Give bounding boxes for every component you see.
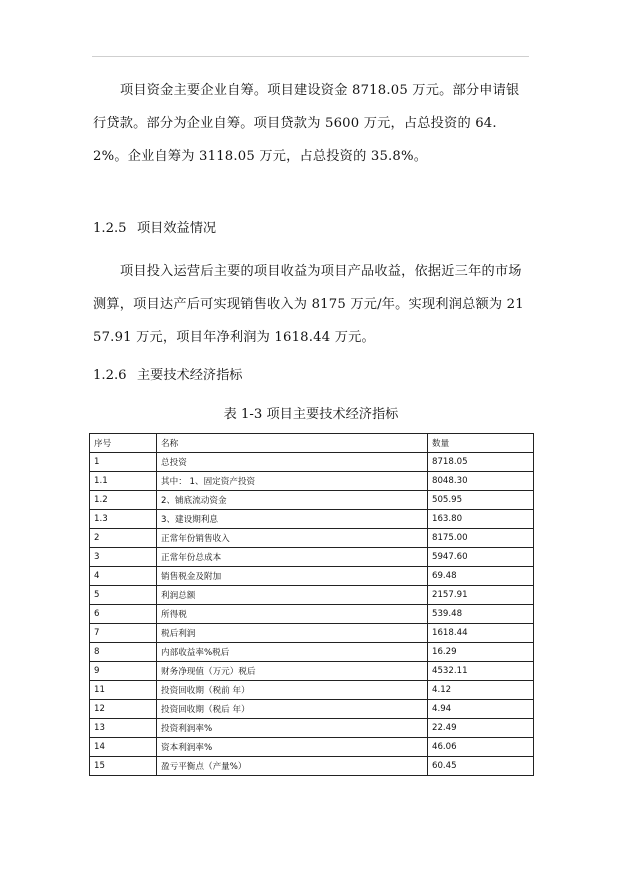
row-index: 5 (90, 586, 157, 605)
row-value: 1618.44 (428, 624, 534, 643)
row-name: 资本利润率% (157, 738, 428, 757)
row-index: 1 (90, 453, 157, 472)
row-name: 投资回收期（税后 年） (157, 700, 428, 719)
table-row (90, 567, 534, 586)
row-name: 内部收益率%税后 (157, 643, 428, 662)
row-name: 盈亏平衡点（产量%） (157, 757, 428, 776)
section-title: 主要技术经济指标 (137, 368, 243, 383)
indicators-table (89, 433, 534, 776)
row-value: 4532.11 (428, 662, 534, 681)
row-index: 1.2 (90, 491, 157, 510)
table-header-row (90, 434, 534, 453)
row-value: 16.29 (428, 643, 534, 662)
table-row (90, 529, 534, 548)
table-caption: 表 1-3 项目主要技术经济指标 (223, 407, 399, 422)
table-row (90, 643, 534, 662)
row-index: 8 (90, 643, 157, 662)
row-name: 其中： 1、固定资产投资 (157, 472, 428, 491)
table-row (90, 662, 534, 681)
row-index: 7 (90, 624, 157, 643)
header-index: 序号 (90, 434, 157, 453)
row-index: 13 (90, 719, 157, 738)
row-value: 8718.05 (428, 453, 534, 472)
row-name: 销售税金及附加 (157, 567, 428, 586)
table-row (90, 510, 534, 529)
row-name: 所得税 (157, 605, 428, 624)
row-name: 总投资 (157, 453, 428, 472)
header-rule (92, 56, 529, 57)
table-row (90, 491, 534, 510)
section-title: 项目效益情况 (137, 221, 217, 236)
table-row (90, 453, 534, 472)
table-row (90, 624, 534, 643)
row-index: 4 (90, 567, 157, 586)
row-index: 6 (90, 605, 157, 624)
row-value: 4.94 (428, 700, 534, 719)
row-value: 539.48 (428, 605, 534, 624)
table-row (90, 548, 534, 567)
section-number: 1.2.5 (93, 221, 127, 236)
table-body (90, 453, 534, 776)
row-index: 14 (90, 738, 157, 757)
row-index: 9 (90, 662, 157, 681)
row-name: 2、铺底流动资金 (157, 491, 428, 510)
table-row (90, 757, 534, 776)
row-index: 1.3 (90, 510, 157, 529)
row-value: 8048.30 (428, 472, 534, 491)
funding-paragraph: 项目资金主要企业自筹。项目建设资金 8718.05 万元。部分申请银行贷款。部分为企业自筹。项目贷款为 5600 万元，占总投资的 64.2%。企业自筹为 3118.05 万元，占总投资的 35.8%。 (93, 83, 520, 164)
table-row (90, 586, 534, 605)
row-index: 1.1 (90, 472, 157, 491)
table-row (90, 738, 534, 757)
benefit-paragraph: 项目投入运营后主要的项目收益为项目产品收益，依据近三年的市场测算，项目达产后可实现销售收入为 8175 万元/年。实现利润总额为 2157.91 万元，项目年净利润为 1618.44 万元。 (93, 264, 524, 345)
table-row (90, 472, 534, 491)
row-name: 正常年份销售收入 (157, 529, 428, 548)
row-value: 163.80 (428, 510, 534, 529)
table-row (90, 700, 534, 719)
row-value: 5947.60 (428, 548, 534, 567)
row-value: 46.06 (428, 738, 534, 757)
row-value: 505.95 (428, 491, 534, 510)
row-index: 12 (90, 700, 157, 719)
row-value: 4.12 (428, 681, 534, 700)
row-value: 60.45 (428, 757, 534, 776)
table-row (90, 719, 534, 738)
section-heading-1-2-6 (93, 366, 243, 386)
table-row (90, 681, 534, 700)
row-name: 投资利润率% (157, 719, 428, 738)
row-index: 15 (90, 757, 157, 776)
row-value: 22.49 (428, 719, 534, 738)
section-number: 1.2.6 (93, 368, 127, 383)
row-name: 税后利润 (157, 624, 428, 643)
row-value: 2157.91 (428, 586, 534, 605)
row-index: 11 (90, 681, 157, 700)
row-value: 69.48 (428, 567, 534, 586)
row-value: 8175.00 (428, 529, 534, 548)
header-name: 名称 (157, 434, 428, 453)
section-heading-1-2-5 (93, 219, 216, 239)
row-name: 投资回收期（税前 年） (157, 681, 428, 700)
row-name: 3、建设期利息 (157, 510, 428, 529)
header-value: 数量 (428, 434, 534, 453)
row-name: 利润总额 (157, 586, 428, 605)
row-index: 2 (90, 529, 157, 548)
table-row (90, 605, 534, 624)
row-name: 财务净现值（万元）税后 (157, 662, 428, 681)
row-name: 正常年份总成本 (157, 548, 428, 567)
row-index: 3 (90, 548, 157, 567)
